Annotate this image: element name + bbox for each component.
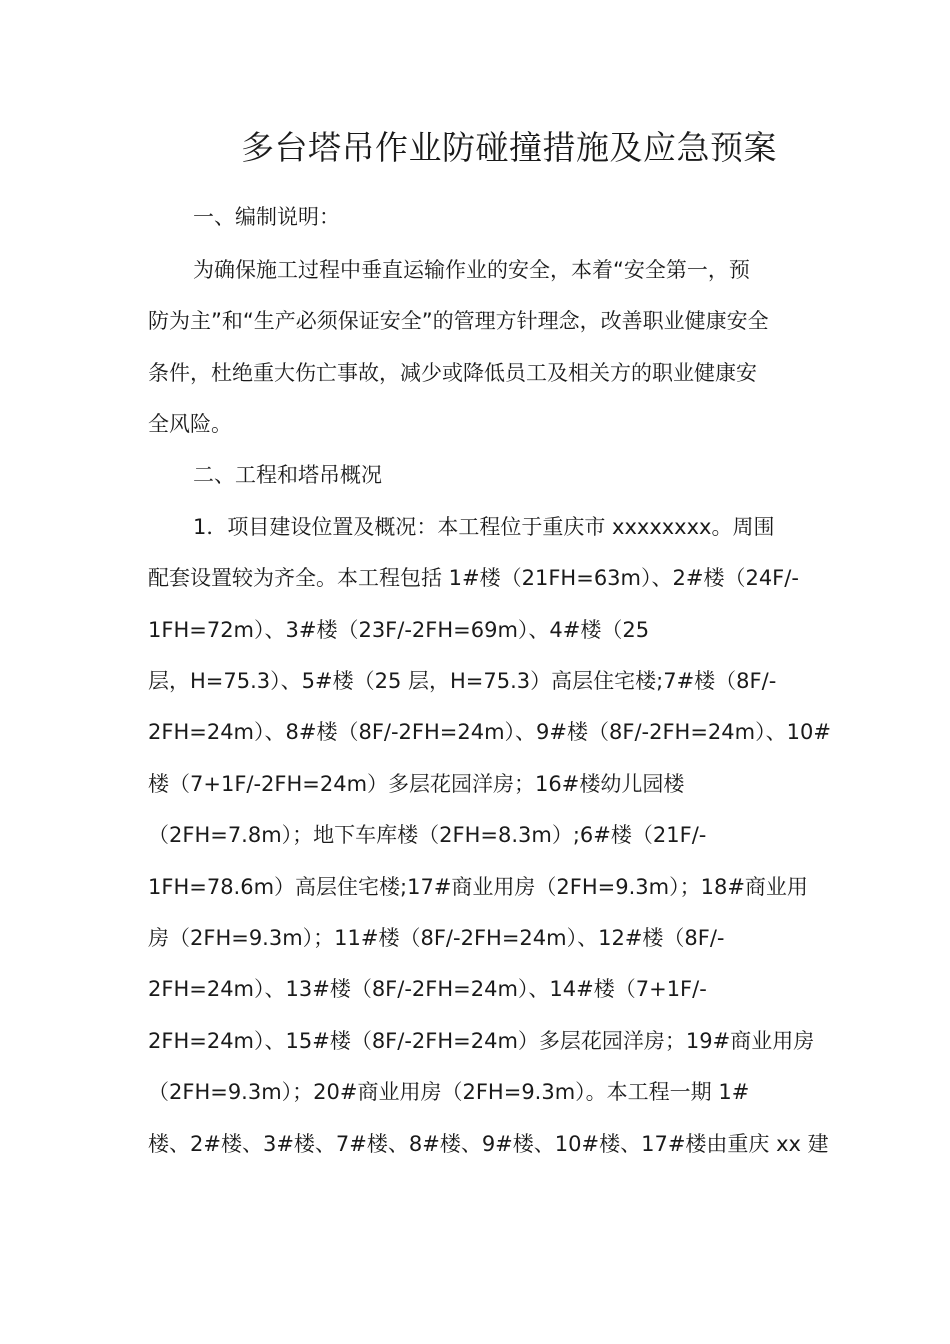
section-heading-1: 一、编制说明： [193, 205, 340, 229]
paragraph-line: 楼（7+1F/-2FH=24m）多层花园洋房；16#楼幼儿园楼 [148, 772, 685, 796]
paragraph-line: 1．项目建设位置及概况：本工程位于重庆市 xxxxxxxx。周围 [193, 515, 775, 539]
paragraph-line: 为确保施工过程中垂直运输作业的安全，本着“安全第一，预 [193, 258, 750, 282]
paragraph-line: 房（2FH=9.3m）；11#楼（8F/-2FH=24m）、12#楼（8F/- [148, 926, 725, 950]
paragraph-line: 全风险。 [148, 412, 232, 436]
document-title: 多台塔吊作业防碰撞措施及应急预案 [241, 128, 777, 167]
paragraph-line: 配套设置较为齐全。本工程包括 1#楼（21FH=63m）、2#楼（24F/- [148, 566, 799, 590]
paragraph-line: 2FH=24m）、15#楼（8F/-2FH=24m）多层花园洋房；19#商业用房 [148, 1029, 815, 1053]
paragraph-line: （2FH=7.8m）；地下车库楼（2FH=8.3m）;6#楼（21F/- [148, 823, 707, 847]
paragraph-line: 2FH=24m）、8#楼（8F/-2FH=24m）、9#楼（8F/-2FH=24m）、10# [148, 720, 831, 744]
paragraph-line: 楼、2#楼、3#楼、7#楼、8#楼、9#楼、10#楼、17#楼由重庆 xx 建 [148, 1132, 829, 1156]
paragraph-line: （2FH=9.3m）；20#商业用房（2FH=9.3m）。本工程一期 1# [148, 1080, 750, 1104]
paragraph-line: 条件，杜绝重大伤亡事故，减少或降低员工及相关方的职业健康安 [148, 361, 757, 385]
paragraph-line: 1FH=72m）、3#楼（23F/-2FH=69m）、4#楼（25 [148, 618, 650, 642]
section-heading-2: 二、工程和塔吊概况 [193, 463, 382, 487]
paragraph-line: 2FH=24m）、13#楼（8F/-2FH=24m）、14#楼（7+1F/- [148, 977, 707, 1001]
paragraph-line: 1FH=78.6m）高层住宅楼;17#商业用房（2FH=9.3m）；18#商业用 [148, 875, 808, 899]
paragraph-line: 防为主”和“生产必须保证安全”的管理方针理念，改善职业健康安全 [148, 309, 769, 333]
paragraph-line: 层，H=75.3）、5#楼（25 层，H=75.3）高层住宅楼;7#楼（8F/- [148, 669, 777, 693]
